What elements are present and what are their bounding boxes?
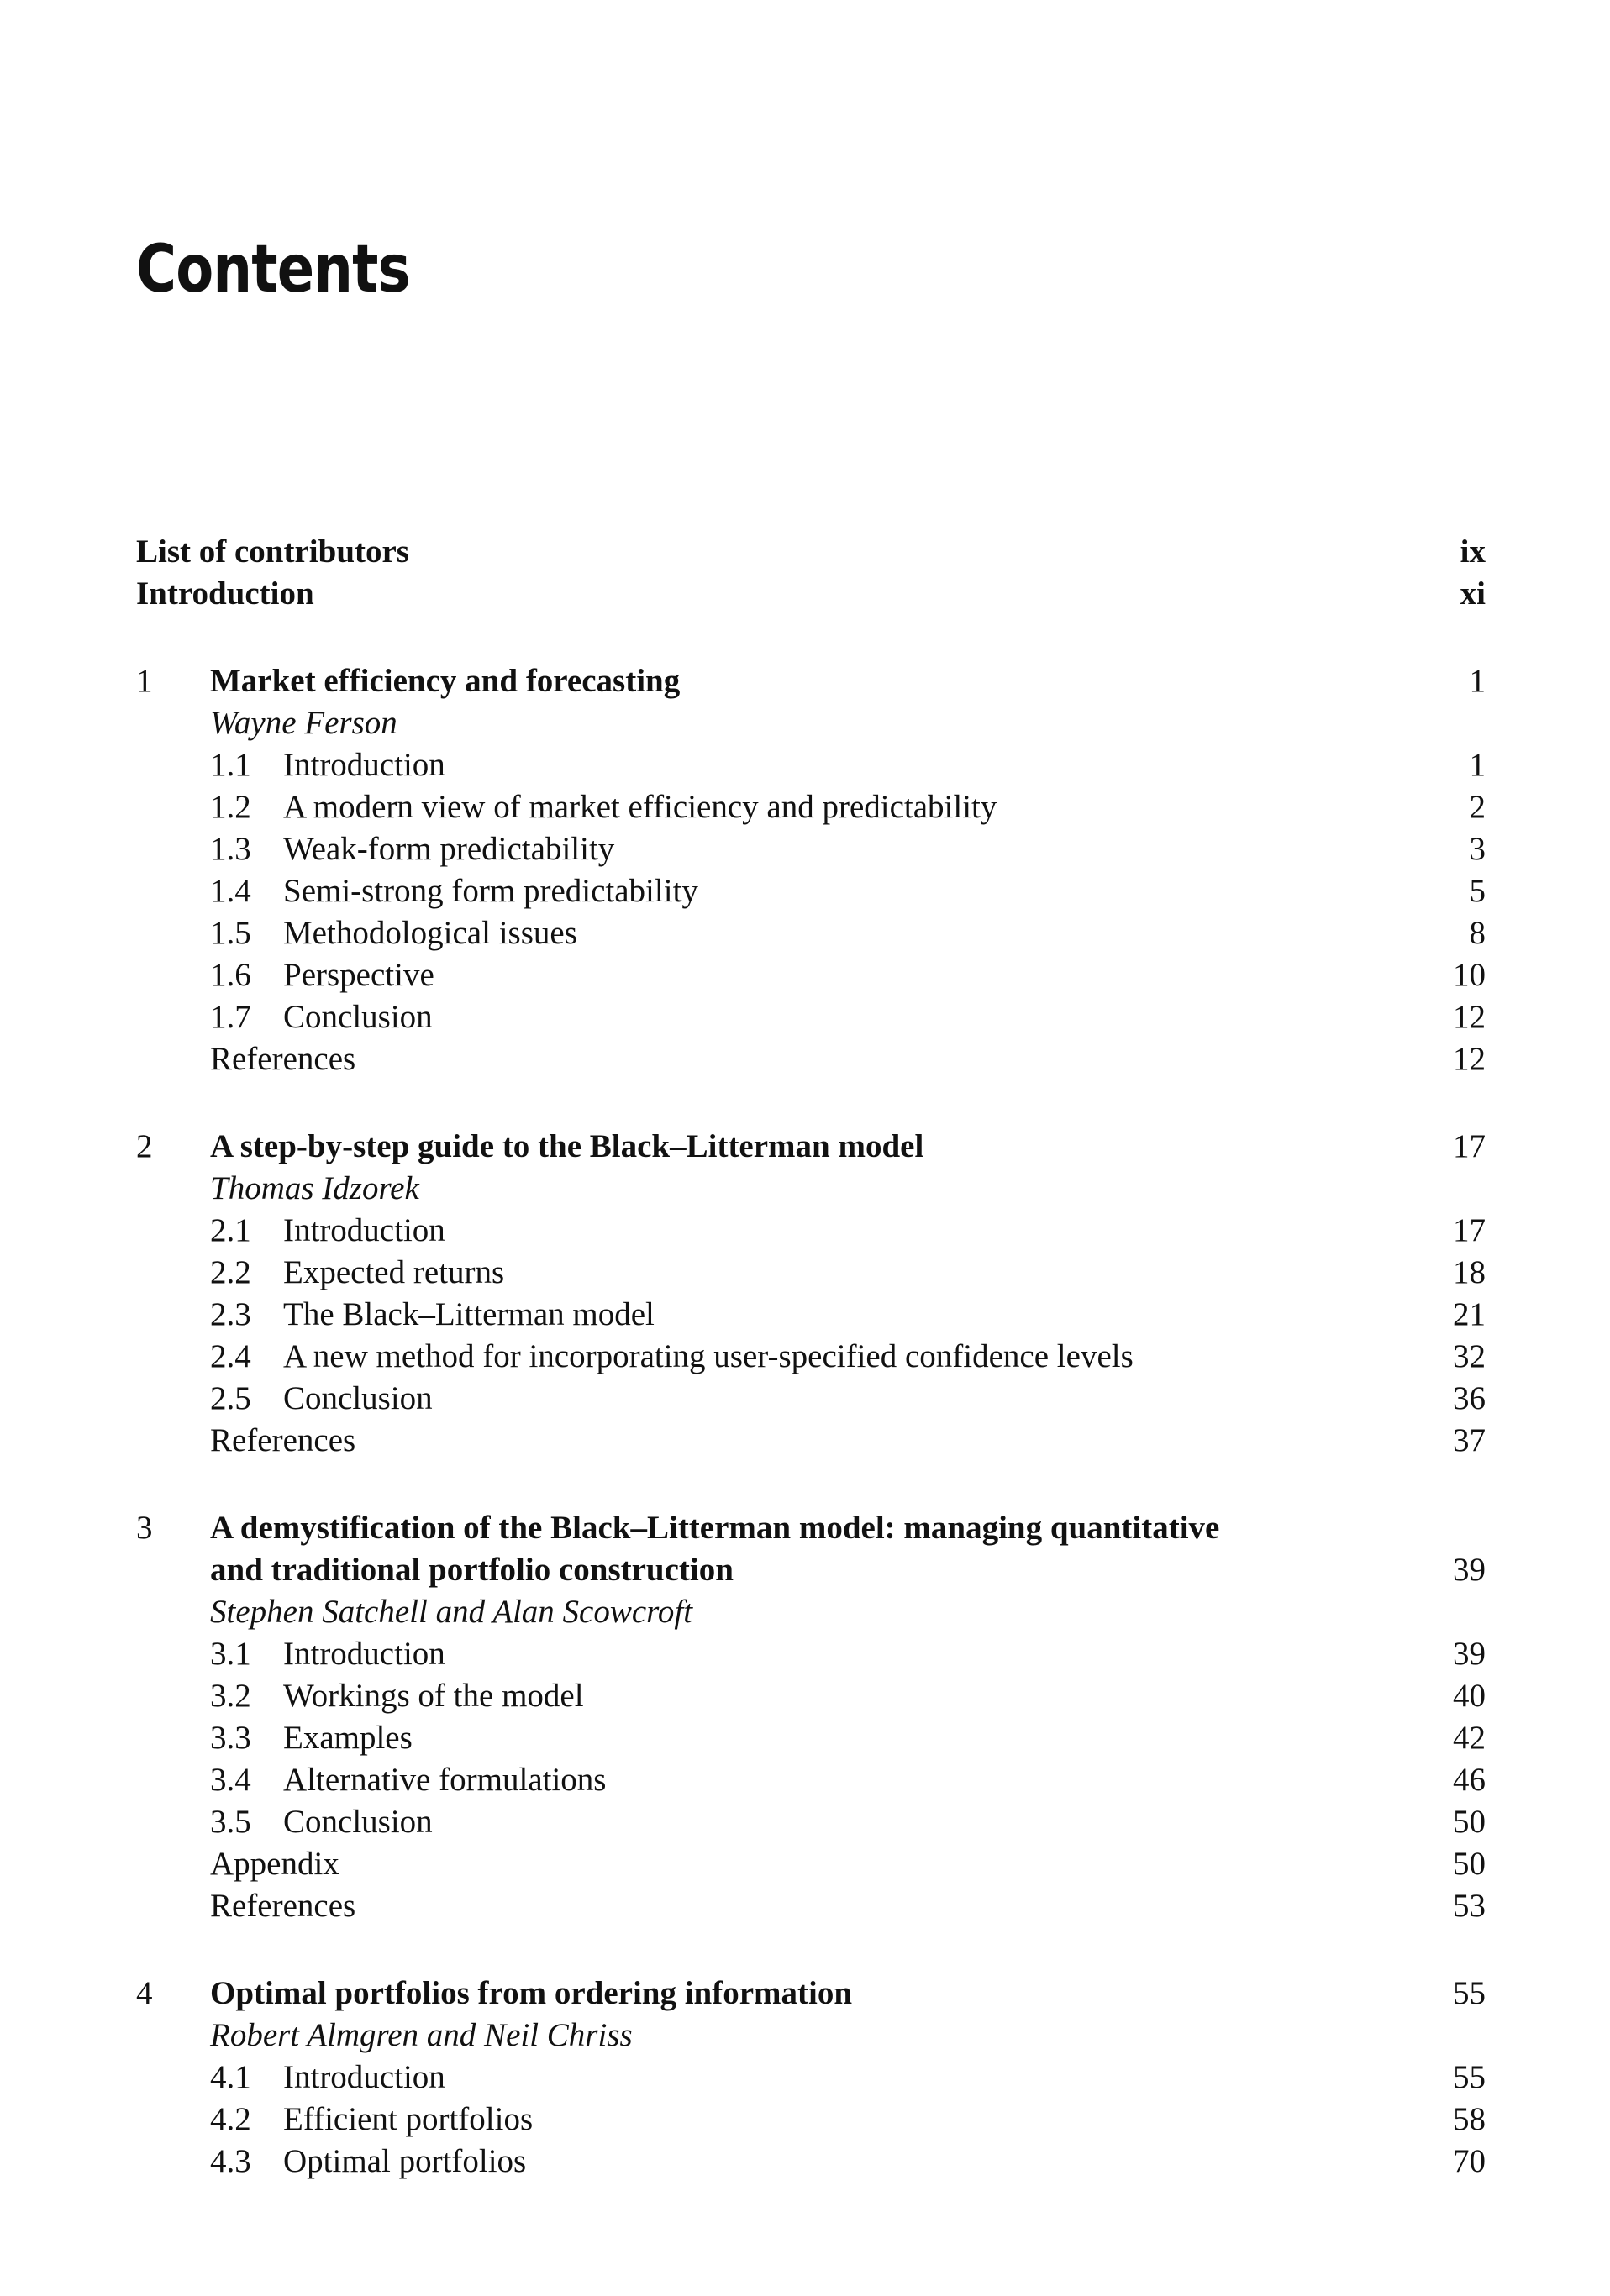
section-number: 4.3 — [210, 2143, 251, 2179]
section-page-number: 70 — [1453, 2143, 1486, 2179]
section-title: Examples — [283, 1720, 413, 1756]
toc-entry-section[interactable] — [136, 954, 1486, 996]
chapter-number: 4 — [136, 1975, 153, 2011]
section-number: 1.5 — [210, 915, 251, 951]
toc-entry-section[interactable] — [136, 1038, 1486, 1080]
section-page-number: 1 — [1469, 747, 1486, 783]
toc-entry-section[interactable] — [136, 1843, 1486, 1885]
chapter-page-number: 55 — [1453, 1975, 1486, 2011]
toc-entry-chapter[interactable] — [136, 1126, 1486, 1168]
section-page-number: 46 — [1453, 1762, 1486, 1798]
section-page-number: 12 — [1453, 1041, 1486, 1077]
section-page-number: 39 — [1453, 1636, 1486, 1672]
section-number: 3.5 — [210, 1804, 251, 1840]
chapter-title: and traditional portfolio construction — [210, 1552, 734, 1588]
toc-entry-section[interactable] — [136, 2057, 1486, 2099]
entry-title: List of contributors — [136, 533, 409, 570]
section-title: References — [210, 1422, 356, 1458]
section-number: 1.1 — [210, 747, 251, 783]
section-title: The Black–Litterman model — [283, 1296, 655, 1332]
section-page-number: 53 — [1453, 1888, 1486, 1924]
section-page-number: 2 — [1469, 789, 1486, 825]
toc-entry-section[interactable] — [136, 1633, 1486, 1675]
section-title: Introduction — [283, 1636, 445, 1672]
chapter-number: 3 — [136, 1510, 153, 1546]
toc-entry-section[interactable] — [136, 2099, 1486, 2141]
section-number: 3.3 — [210, 1720, 251, 1756]
chapter-title: Optimal portfolios from ordering information — [210, 1975, 853, 2011]
toc-entry-section[interactable] — [136, 828, 1486, 870]
chapter-author — [136, 1168, 1486, 1210]
author-name: Robert Almgren and Neil Chriss — [210, 2017, 633, 2053]
toc-entry-chapter[interactable] — [136, 1507, 1486, 1549]
section-page-number: 21 — [1453, 1296, 1486, 1332]
section-number: 1.2 — [210, 789, 251, 825]
section-title: Introduction — [283, 747, 445, 783]
section-number: 4.2 — [210, 2101, 251, 2137]
toc-entry-section[interactable] — [136, 1210, 1486, 1252]
toc-entry-section[interactable] — [136, 1294, 1486, 1336]
section-title: Workings of the model — [283, 1678, 584, 1714]
entry-page-number: ix — [1460, 533, 1486, 570]
section-title: Appendix — [210, 1846, 339, 1882]
section-number: 3.4 — [210, 1762, 251, 1798]
toc-entry-section[interactable] — [136, 786, 1486, 828]
table-of-contents — [136, 531, 1486, 2183]
chapter-page-number: 39 — [1453, 1552, 1486, 1588]
section-number: 2.3 — [210, 1296, 251, 1332]
chapter-author — [136, 2015, 1486, 2057]
toc-entry-front-matter[interactable] — [136, 531, 1486, 573]
section-page-number: 42 — [1453, 1720, 1486, 1756]
author-name: Wayne Ferson — [210, 705, 397, 741]
toc-entry-section[interactable] — [136, 1717, 1486, 1759]
section-number: 4.1 — [210, 2059, 251, 2095]
chapter-number: 1 — [136, 663, 153, 699]
section-number: 1.6 — [210, 957, 251, 993]
toc-entry-section[interactable] — [136, 1675, 1486, 1717]
section-number: 2.2 — [210, 1254, 251, 1290]
section-title: A new method for incorporating user-specified confidence levels — [283, 1338, 1134, 1374]
section-number: 2.1 — [210, 1212, 251, 1248]
section-page-number: 37 — [1453, 1422, 1486, 1458]
section-page-number: 58 — [1453, 2101, 1486, 2137]
toc-entry-section[interactable] — [136, 1252, 1486, 1294]
section-page-number: 5 — [1469, 873, 1486, 909]
entry-title: Introduction — [136, 575, 314, 612]
section-title: Expected returns — [283, 1254, 505, 1290]
toc-entry-section[interactable] — [136, 1336, 1486, 1378]
section-title: Conclusion — [283, 1380, 433, 1416]
section-page-number: 50 — [1453, 1846, 1486, 1882]
section-title: Perspective — [283, 957, 434, 993]
section-page-number: 10 — [1453, 957, 1486, 993]
section-title: Weak-form predictability — [283, 831, 615, 867]
toc-entry-section[interactable] — [136, 996, 1486, 1038]
section-page-number: 40 — [1453, 1678, 1486, 1714]
author-name: Stephen Satchell and Alan Scowcroft — [210, 1594, 693, 1630]
section-title: Optimal portfolios — [283, 2143, 527, 2179]
toc-entry-section[interactable] — [136, 1759, 1486, 1801]
toc-entry-section[interactable] — [136, 1801, 1486, 1843]
section-page-number: 32 — [1453, 1338, 1486, 1374]
chapter-page-number: 17 — [1453, 1128, 1486, 1164]
toc-entry-section[interactable] — [136, 1378, 1486, 1420]
section-title: Alternative formulations — [283, 1762, 607, 1798]
section-title: Introduction — [283, 1212, 445, 1248]
section-number: 3.1 — [210, 1636, 251, 1672]
toc-entry-section[interactable] — [136, 1420, 1486, 1462]
section-title: A modern view of market efficiency and predictability — [283, 789, 997, 825]
section-title: Conclusion — [283, 999, 433, 1035]
toc-entry-section[interactable] — [136, 870, 1486, 912]
section-title: Semi-strong form predictability — [283, 873, 698, 909]
section-page-number: 36 — [1453, 1380, 1486, 1416]
section-title: References — [210, 1041, 356, 1077]
toc-entry-section[interactable] — [136, 912, 1486, 954]
chapter-title: A demystification of the Black–Litterman model: managing quantitative — [210, 1510, 1220, 1546]
section-title: Methodological issues — [283, 915, 577, 951]
section-page-number: 12 — [1453, 999, 1486, 1035]
chapter-page-number: 1 — [1469, 663, 1486, 699]
section-number: 1.3 — [210, 831, 251, 867]
chapter-author — [136, 702, 1486, 744]
chapter-number: 2 — [136, 1128, 153, 1164]
section-page-number: 8 — [1469, 915, 1486, 951]
section-number: 2.5 — [210, 1380, 251, 1416]
chapter-title: Market efficiency and forecasting — [210, 663, 681, 699]
section-title: References — [210, 1888, 356, 1924]
section-page-number: 50 — [1453, 1804, 1486, 1840]
section-number: 2.4 — [210, 1338, 251, 1374]
section-number: 3.2 — [210, 1678, 251, 1714]
section-number: 1.4 — [210, 873, 251, 909]
section-page-number: 18 — [1453, 1254, 1486, 1290]
toc-entry-section[interactable] — [136, 2141, 1486, 2183]
author-name: Thomas Idzorek — [210, 1170, 419, 1206]
section-page-number: 3 — [1469, 831, 1486, 867]
section-number: 1.7 — [210, 999, 251, 1035]
section-title: Conclusion — [283, 1804, 433, 1840]
chapter-author — [136, 1591, 1486, 1633]
page-title: Contents — [136, 232, 410, 307]
section-page-number: 17 — [1453, 1212, 1486, 1248]
section-title: Efficient portfolios — [283, 2101, 534, 2137]
toc-entry-section[interactable] — [136, 744, 1486, 786]
toc-entry-chapter[interactable] — [136, 1973, 1486, 2015]
toc-entry-chapter[interactable] — [136, 1549, 1486, 1591]
entry-page-number: xi — [1460, 575, 1486, 612]
toc-entry-section[interactable] — [136, 1885, 1486, 1927]
section-page-number: 55 — [1453, 2059, 1486, 2095]
section-title: Introduction — [283, 2059, 445, 2095]
toc-entry-front-matter[interactable] — [136, 573, 1486, 615]
toc-entry-chapter[interactable] — [136, 660, 1486, 702]
chapter-title: A step-by-step guide to the Black–Litterman model — [210, 1128, 924, 1164]
